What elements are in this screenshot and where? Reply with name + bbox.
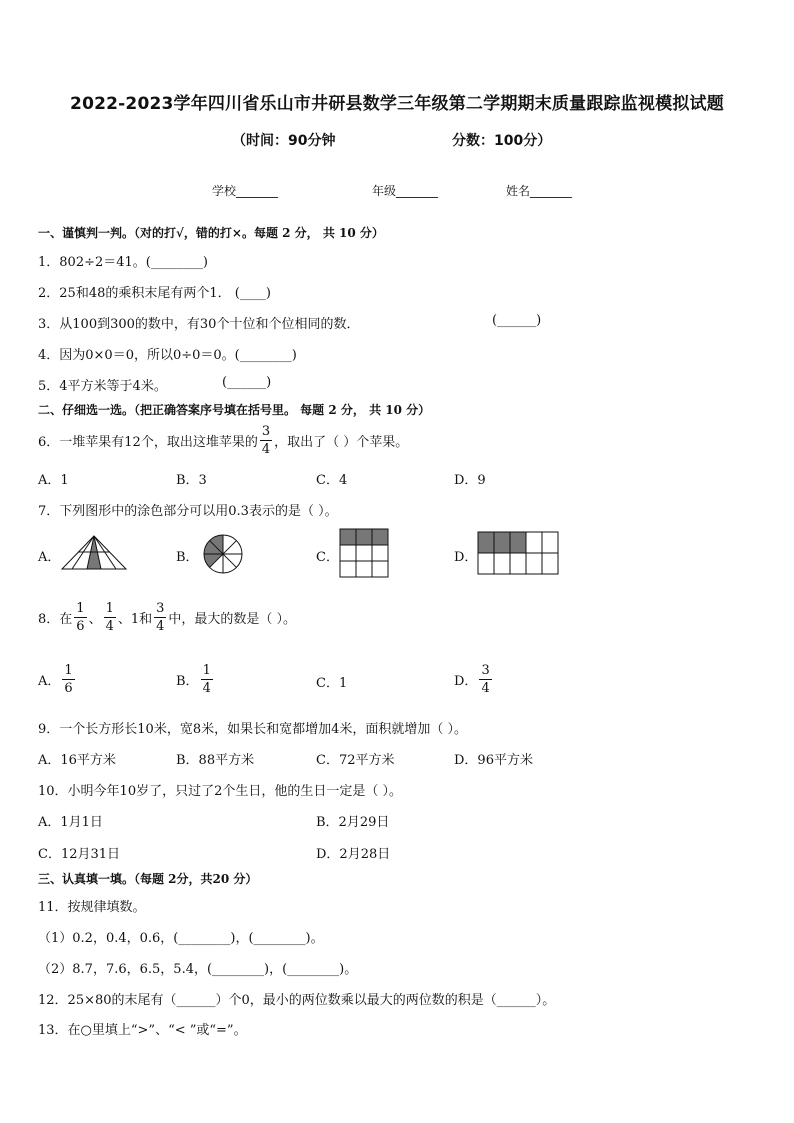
- question-8-tail: 中，最大的数是（ ）。: [168, 611, 297, 627]
- question-10: 10．小明今年10岁了，只过了2个生日，他的生日一定是（ ）。: [38, 784, 402, 799]
- page-title: 2022-2023学年四川省乐山市井研县数学三年级第二学期期末质量跟踪监视模拟试题: [70, 94, 724, 114]
- fraction-three-quarters: $\frac{3}{4}$: [481, 662, 490, 696]
- fraction-one-quarter: $\frac{1}{4}$: [202, 662, 211, 696]
- fraction-three-quarters: $\frac{3}{4}$: [156, 600, 165, 634]
- option-6b: B．3: [176, 473, 207, 488]
- option-8b: [176, 658, 215, 700]
- circle-figure: [200, 531, 246, 577]
- question-6: [38, 420, 408, 460]
- question-8: [38, 596, 296, 638]
- question-8-text: 8．在: [38, 611, 73, 627]
- fraction-one-sixth: $\frac{1}{6}$: [76, 600, 85, 634]
- question-9: 9．一个长方形长10米，宽8米，如果长和宽都增加4米，面积就增加（ ）。: [38, 722, 467, 737]
- option-10c: C．12月31日: [38, 847, 121, 862]
- option-8d-label: D．: [454, 673, 478, 689]
- fraction-three-quarters: $\frac{3}{4}$: [261, 423, 271, 457]
- section3-heading: 三、认真填一填。（每题 2分，共20 分）: [38, 872, 258, 886]
- question-1: 1．802÷2＝41。(________): [38, 255, 208, 270]
- option-9b: B．88平方米: [176, 753, 255, 768]
- question-2: 2．25和48的乘积末尾有两个1． (____): [38, 286, 271, 301]
- option-8a: [38, 658, 77, 700]
- exam-score: 分数：100分）: [452, 133, 552, 149]
- option-7d-label: D．: [454, 550, 478, 565]
- section1-heading: 一、谨慎判一判。（对的打√，错的打×。每题 2 分， 共 10 分）: [38, 226, 384, 240]
- grid-figure-3x3: [340, 529, 390, 579]
- question-3: 3．从100到300的数中，有30个十位和个位相同的数．: [38, 317, 360, 332]
- option-6c: C．4: [316, 473, 348, 488]
- fraction-one-quarter: $\frac{1}{4}$: [105, 600, 114, 634]
- question-13: 13．在○里填上“>”、“< ”或“=”。: [38, 1023, 247, 1038]
- fraction-one-sixth: $\frac{1}{6}$: [64, 662, 73, 696]
- option-8c: C．1: [316, 676, 348, 691]
- question-4: 4．因为0×0＝0，所以0÷0＝0。(________): [38, 348, 297, 363]
- option-10a: A．1月1日: [38, 815, 103, 830]
- option-8b-label: B．: [176, 673, 199, 689]
- question-11: 11．按规律填数。: [38, 900, 146, 915]
- option-6a: A．1: [38, 473, 69, 488]
- option-7b-label: B．: [176, 550, 199, 565]
- question-5: 5．4平方米等于4米。: [38, 379, 167, 394]
- option-8d: [454, 658, 494, 700]
- option-9a: A．16平方米: [38, 753, 116, 768]
- question-5-blank: (______): [222, 375, 272, 390]
- option-10d: D．2月28日: [316, 847, 391, 862]
- grid-figure-2x5: [478, 532, 560, 576]
- question-8-separator: 、: [88, 611, 102, 627]
- option-9d: D．96平方米: [454, 753, 533, 768]
- question-6-text: 6．一堆苹果有12个，取出这堆苹果的: [38, 434, 258, 450]
- grade-field[interactable]: 年级_______: [372, 184, 439, 198]
- option-7c-label: C．: [316, 550, 339, 565]
- option-9c: C．72平方米: [316, 753, 395, 768]
- triangle-figure: [62, 535, 128, 571]
- option-10b: B．2月29日: [316, 815, 390, 830]
- question-6-tail: ，取出了（ ）个苹果。: [274, 434, 409, 450]
- option-8a-label: A．: [38, 673, 61, 689]
- question-11-part1: （1）0.2，0.4，0.6，(________)，(________)。: [38, 931, 324, 946]
- question-8-middle: 、1和: [117, 611, 153, 627]
- name-field[interactable]: 姓名_______: [506, 184, 573, 198]
- question-7: 7．下列图形中的涂色部分可以用0.3表示的是（ ）。: [38, 504, 338, 519]
- option-6d: D．9: [454, 473, 486, 488]
- school-field[interactable]: 学校_______: [212, 184, 279, 198]
- question-3-blank: (______): [492, 313, 542, 328]
- option-7a-label: A．: [38, 550, 61, 565]
- question-12: 12．25×80的末尾有（______）个0，最小的两位数乘以最大的两位数的积是（______）。: [38, 993, 556, 1008]
- exam-time: （时间：90分钟: [232, 133, 336, 149]
- question-11-part2: （2）8.7，7.6，6.5，5.4，(________)，(________)。: [38, 962, 358, 977]
- section2-heading: 二、仔细选一选。（把正确答案序号填在括号里。 每题 2 分， 共 10 分）: [38, 403, 431, 417]
